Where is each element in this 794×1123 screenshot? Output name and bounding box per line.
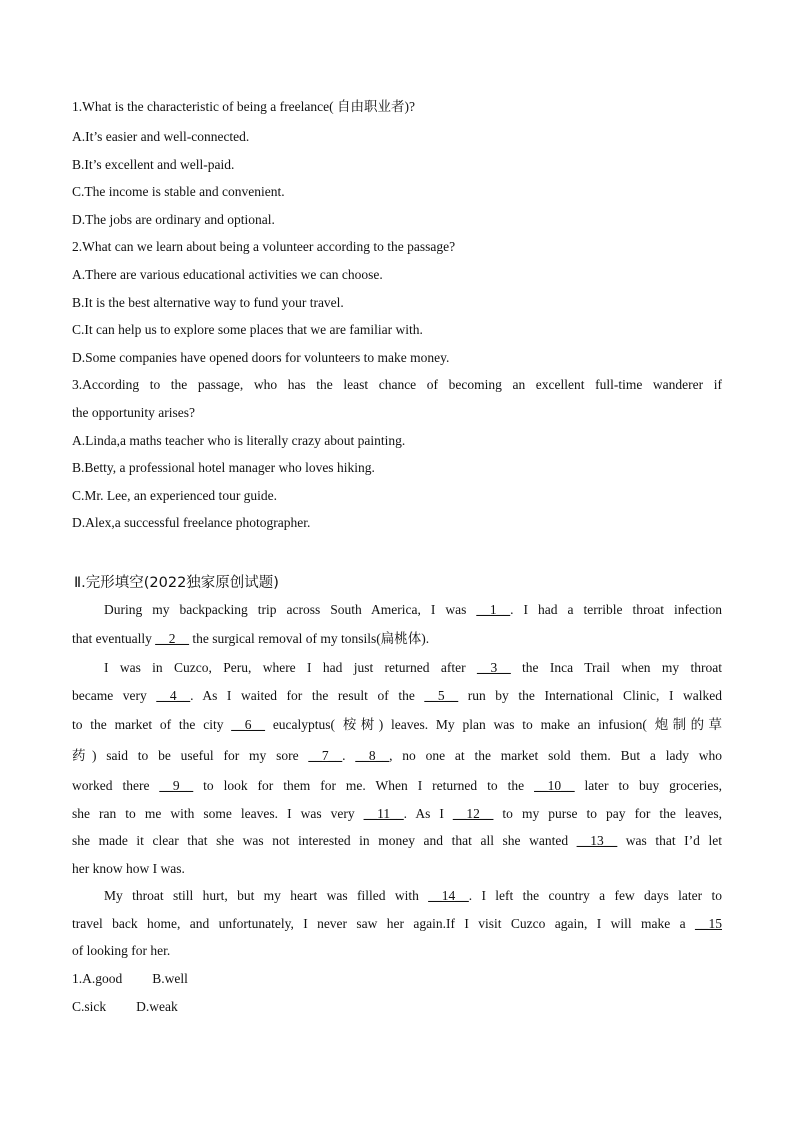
- passage-line: her know how I was.: [72, 861, 185, 876]
- blank-5: __5__: [424, 688, 459, 703]
- question-3-option-d: D.Alex,a successful freelance photographer.: [72, 515, 311, 530]
- question-3-stem-line-1: 3.According to the passage, who has the least chance of becoming an excellent full-time wanderer if: [72, 377, 722, 392]
- passage-line: worked there __9__ to look for them for me. When I returned to the __10__ later to buy groceries,: [72, 778, 723, 793]
- choice-row: [72, 998, 722, 1016]
- question-3-stem-line-2: the opportunity arises?: [72, 405, 195, 420]
- question-3-option-a: A.Linda,a maths teacher who is literally crazy about painting.: [72, 433, 406, 448]
- passage-line: travel back home, and unfortunately, I never saw her again.If I visit Cuzco again, I will make a __15: [72, 916, 722, 931]
- passage-line: of looking for her.: [72, 943, 171, 958]
- blank-6: __6__: [231, 717, 266, 732]
- question-1-stem: 1.What is the characteristic of being a freelance( 自由职业者)?: [72, 99, 415, 114]
- passage-line: that eventually __2__ the surgical removal of my tonsils(扁桃体).: [72, 631, 430, 646]
- blank-15: __15: [695, 916, 722, 931]
- choice-a: 1.A.good: [72, 971, 123, 986]
- blank-9: __9__: [159, 778, 194, 793]
- choice-c: C.sick: [72, 999, 107, 1014]
- question-2-stem: 2.What can we learn about being a volunteer according to the passage?: [72, 239, 456, 254]
- question-2-option-d: D.Some companies have opened doors for volunteers to make money.: [72, 350, 450, 365]
- choice-d: D.weak: [136, 999, 178, 1014]
- choice-b: B.well: [152, 971, 188, 986]
- blank-12: __12__: [452, 806, 494, 821]
- passage-line: My throat still hurt, but my heart was filled with __14__. I left the country a few days later to: [104, 888, 722, 903]
- question-3-option-c: C.Mr. Lee, an experienced tour guide.: [72, 488, 278, 503]
- passage-line: During my backpacking trip across South America, I was __1__. I had a terrible throat infection: [104, 602, 722, 617]
- blank-14: __14__: [428, 888, 469, 903]
- section-title: Ⅱ.完形填空(2022独家原创试题): [74, 575, 279, 591]
- blank-10: __10__: [534, 778, 575, 793]
- passage-line: became very __4__. As I waited for the result of the __5__ run by the International Clinic, I walked: [72, 688, 723, 703]
- question-1-option-a: A.It’s easier and well-connected.: [72, 129, 250, 144]
- passage-line: to the market of the city __6__ eucalyptus( 桉树) leaves. My plan was to make an infusion( 炮制的草: [72, 717, 722, 732]
- blank-3: __3__: [476, 660, 511, 675]
- question-2-option-c: C.It can help us to explore some places that we are familiar with.: [72, 322, 423, 337]
- passage-line: 药) said to be useful for my sore __7__. __8__, no one at the market sold them. But a lady who: [72, 748, 723, 763]
- question-1-option-c: C.The income is stable and convenient.: [72, 184, 285, 199]
- blank-13: __13__: [576, 833, 618, 848]
- blank-7: __7__: [308, 748, 343, 763]
- blank-2: __2__: [155, 631, 189, 646]
- passage-line: she ran to me with some leaves. I was very __11__. As I __12__ to my purse to pay for the leaves,: [72, 806, 722, 821]
- question-1-option-b: B.It’s excellent and well-paid.: [72, 157, 235, 172]
- blank-8: __8__: [355, 748, 390, 763]
- question-1-option-d: D.The jobs are ordinary and optional.: [72, 212, 275, 227]
- passage-line: I was in Cuzco, Peru, where I had just returned after __3__ the Inca Trail when my throat: [104, 660, 722, 675]
- blank-1: __1__: [476, 602, 511, 617]
- question-3-option-b: B.Betty, a professional hotel manager who loves hiking.: [72, 460, 375, 475]
- blank-11: __11__: [363, 806, 404, 821]
- choice-row: [72, 970, 722, 988]
- question-2-option-a: A.There are various educational activities we can choose.: [72, 267, 383, 282]
- question-2-option-b: B.It is the best alternative way to fund your travel.: [72, 295, 344, 310]
- passage-line: she made it clear that she was not interested in money and that all she wanted __13__ was that I’d let: [72, 833, 722, 848]
- blank-4: __4__: [156, 688, 191, 703]
